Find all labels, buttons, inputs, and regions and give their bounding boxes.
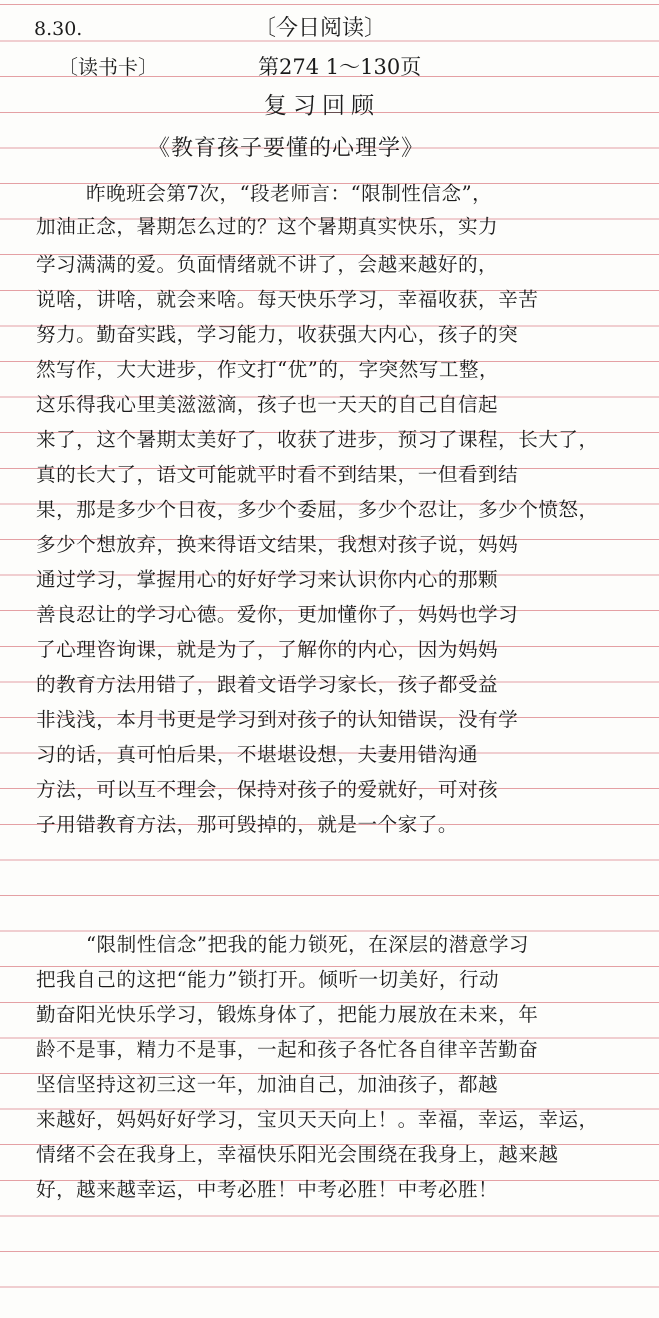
body-line: 努力。勤奋实践，学习能力，收获强大内心，孩子的突 xyxy=(36,323,519,346)
body-line: 勤奋阳光快乐学习，锻炼身体了，把能力展放在未来，年 xyxy=(36,1003,539,1026)
body-line: 好，越来越幸运，中考必胜！中考必胜！中考必胜！ xyxy=(36,1178,499,1201)
body-line: 说啥，讲啥，就会来啥。每天快乐学习，幸福收获，辛苦 xyxy=(36,288,539,311)
body-line: 来越好，妈妈好好学习，宝贝天天向上！。幸福，幸运，幸运， xyxy=(36,1108,599,1131)
body-line: “限制性信念”把我的能力锁死，在深层的潜意学习 xyxy=(86,933,530,956)
header-row-card xyxy=(0,52,659,82)
body-line: 习的话，真可怕后果，不堪堪设想，夫妻用错沟通 xyxy=(36,743,479,766)
body-line: 龄不是事，精力不是事，一起和孩子各忙各自律辛苦勤奋 xyxy=(36,1038,539,1061)
body-line: 情绪不会在我身上，幸福快乐阳光会围绕在我身上，越来越 xyxy=(36,1143,559,1166)
body-line: 这乐得我心里美滋滋滴，孩子也一天天的自己自信起 xyxy=(36,393,499,416)
body-line: 善良忍让的学习心德。爱你，更加懂你了，妈妈也学习 xyxy=(36,603,519,626)
review-subtitle: 复习回顾 xyxy=(264,93,380,119)
body-line: 通过学习，掌握用心的好好学习来认识你内心的那颗 xyxy=(36,568,499,591)
header-row-subtitle xyxy=(0,91,659,121)
body-line: 多少个想放弃，换来得语文结果，我想对孩子说，妈妈 xyxy=(36,533,519,556)
body-line: 加油正念，暑期怎么过的？这个暑期真实快乐，实力 xyxy=(36,215,499,238)
body-line: 方法，可以互不理会，保持对孩子的爱就好，可对孩 xyxy=(36,778,499,801)
body-line: 把我自己的这把“能力”锁打开。倾听一切美好，行动 xyxy=(36,968,500,991)
body-line: 来了，这个暑期太美好了，收获了进步，预习了课程，长大了， xyxy=(36,428,599,451)
body-line: 子用错教育方法，那可毁掉的，就是一个家了。 xyxy=(36,813,458,836)
section-title: 〔今日阅读〕 xyxy=(254,16,387,41)
reading-card-label: 〔读书卡〕 xyxy=(58,55,158,79)
header-row-date-title xyxy=(0,14,659,44)
page-range: 第274 1～130页 xyxy=(258,55,422,79)
body-line: 的教育方法用错了，跟着文语学习家长，孩子都受益 xyxy=(36,673,499,696)
body-line: 坚信坚持这初三这一年，加油自己，加油孩子，都越 xyxy=(36,1073,499,1096)
entry-date: 8.30. xyxy=(34,18,83,40)
body-line: 了心理咨询课，就是为了，了解你的内心，因为妈妈 xyxy=(36,638,499,661)
body-line: 昨晚班会第7次，“段老师言：“限制性信念”， xyxy=(86,182,493,205)
body-line: 然写作，大大进步，作文打“优”的，字突然写工整， xyxy=(36,358,500,381)
book-title: 《教育孩子要懂的心理学》 xyxy=(148,136,425,161)
body-line: 非浅浅，本月书更是学习到对孩子的认知错误，没有学 xyxy=(36,708,519,731)
body-line: 学习满满的爱。负面情绪就不讲了，会越来越好的， xyxy=(36,253,499,276)
body-line: 真的长大了，语文可能就平时看不到结果，一但看到结 xyxy=(36,463,519,486)
body-line: 果，那是多少个日夜，多少个委屈，多少个忍让，多少个愤怒， xyxy=(36,498,599,521)
header-row-book xyxy=(0,134,659,164)
